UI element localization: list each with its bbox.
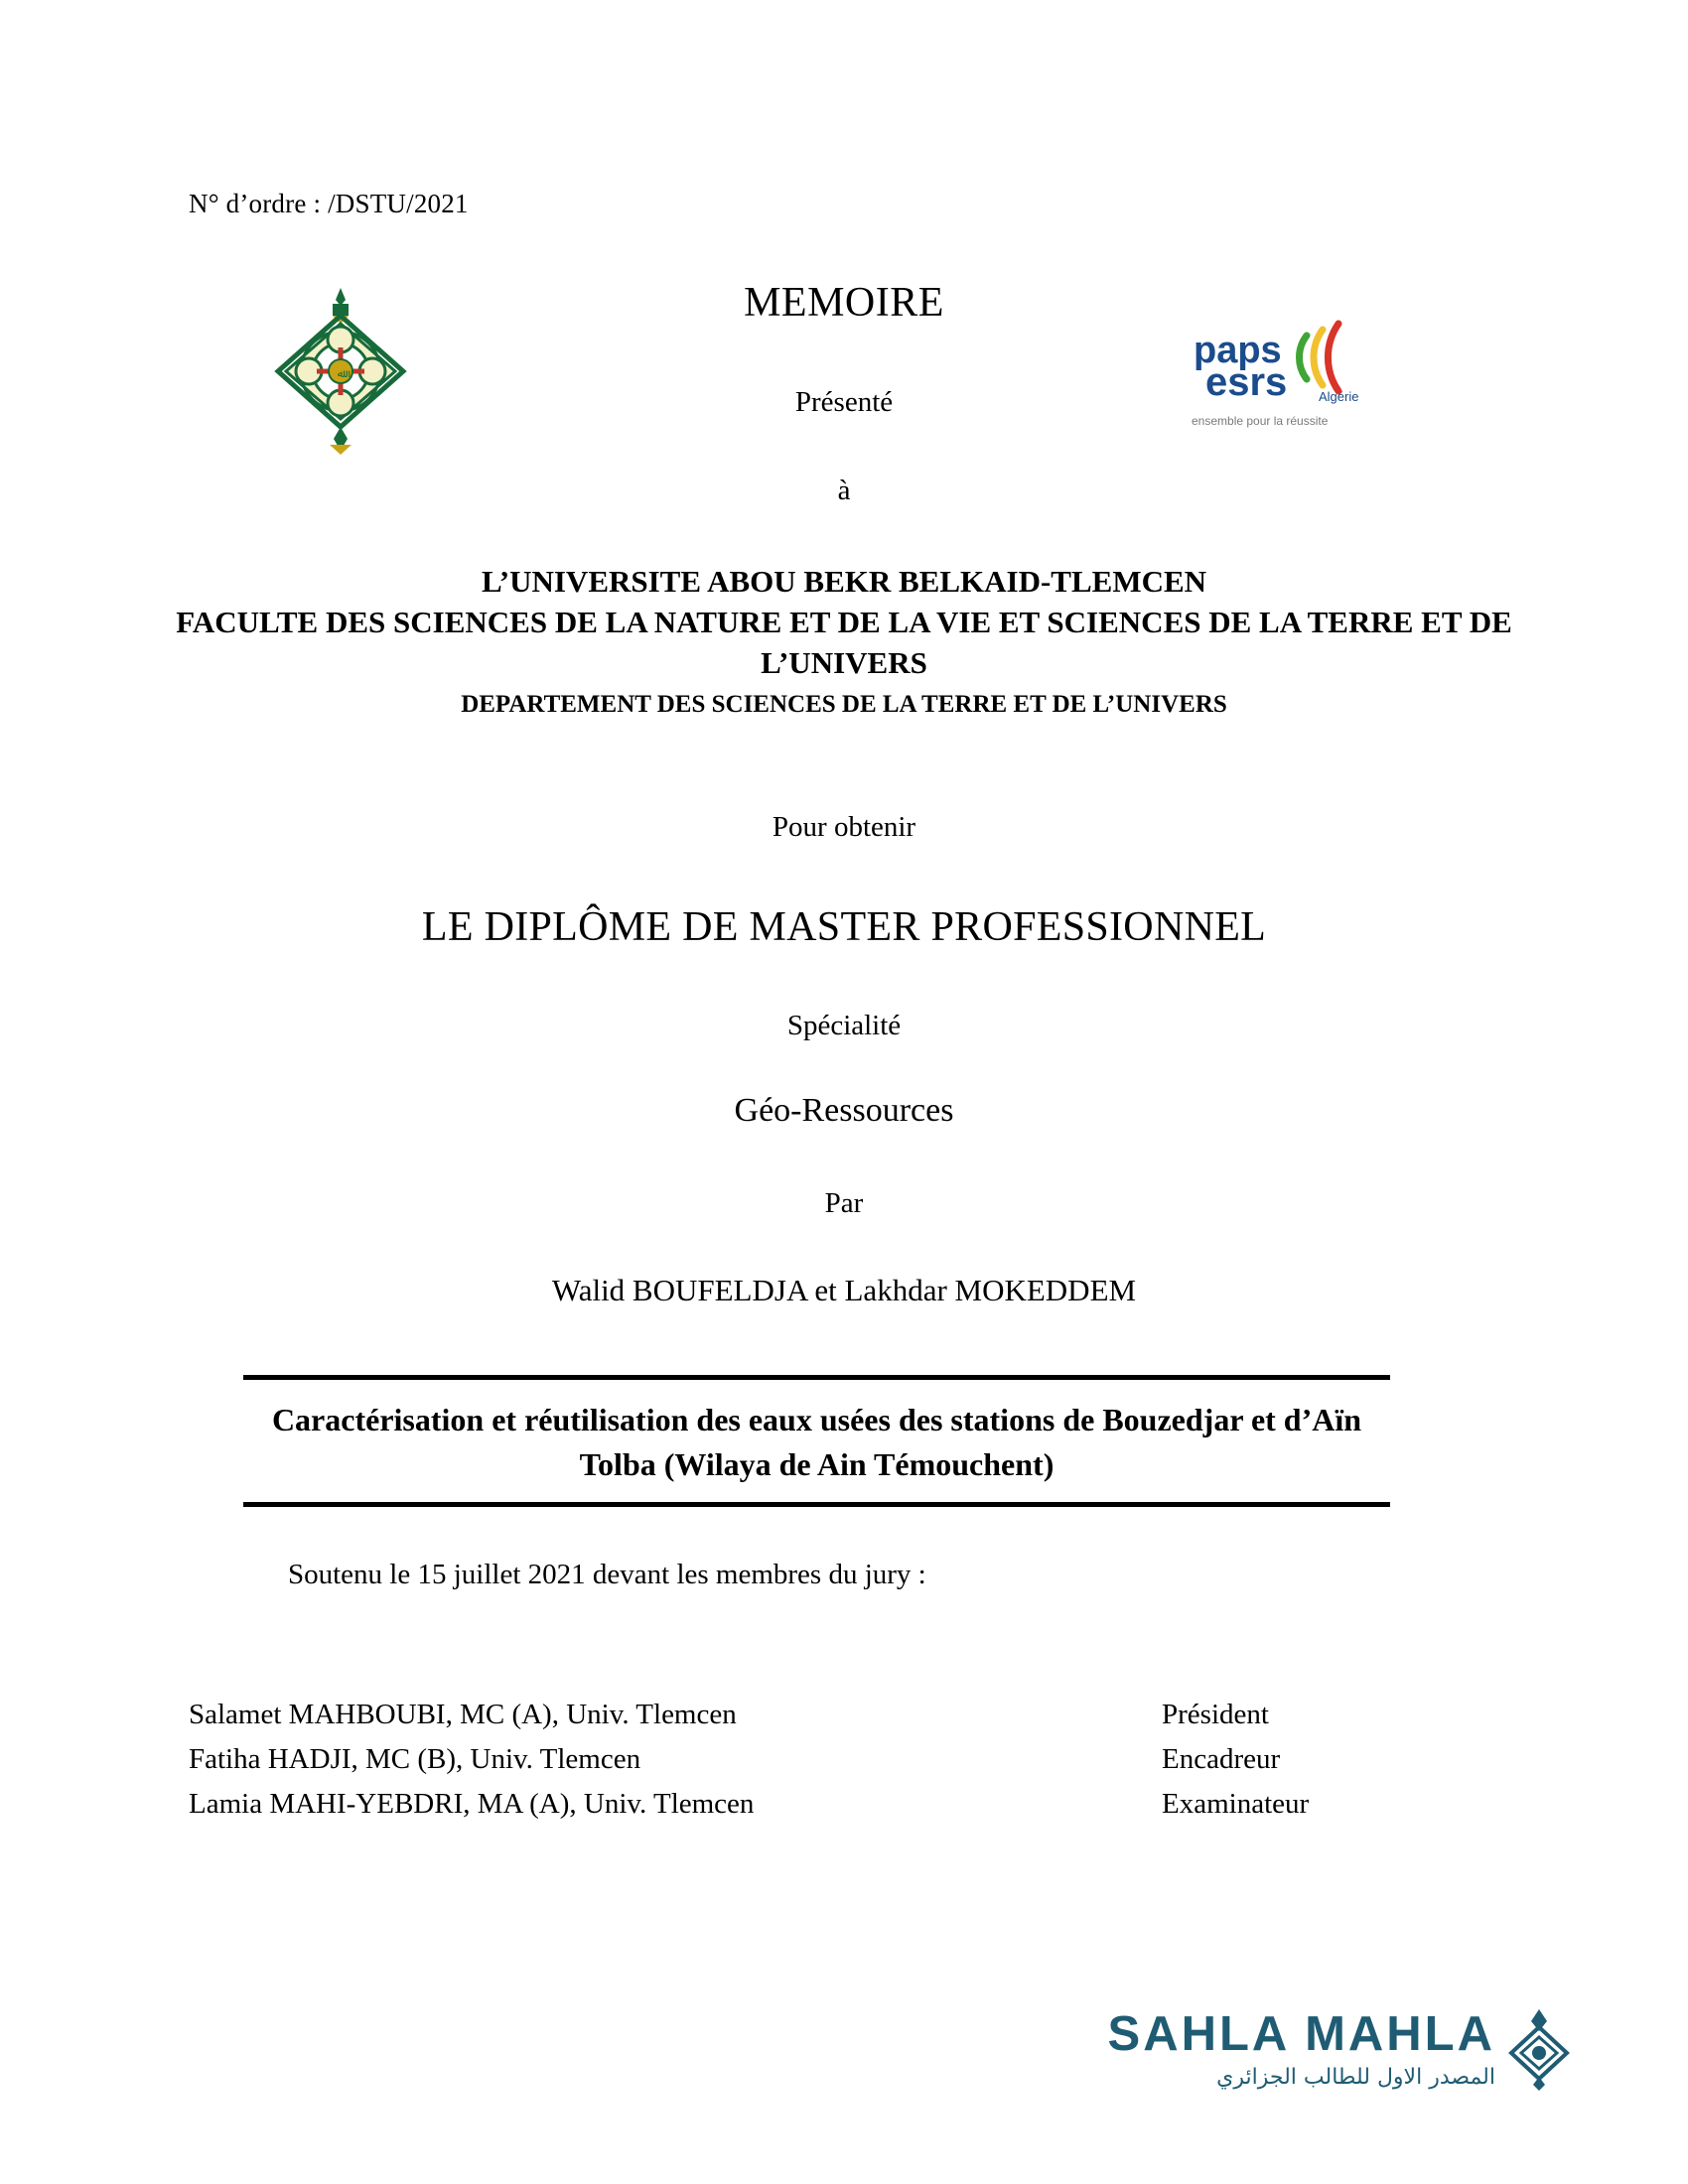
jury-row — [189, 1782, 1380, 1827]
jury-member-name: Lamia MAHI-YEBDRI, MA (A), Univ. Tlemcen — [189, 1788, 755, 1821]
order-number: N° d’ordre : /DSTU/2021 — [189, 189, 469, 218]
defense-line: Soutenu le 15 juillet 2021 devant les membres du jury : — [288, 1559, 926, 1590]
title-rule-bottom — [243, 1502, 1390, 1507]
watermark-title: SAHLA MAHLA — [1107, 2007, 1495, 2061]
jury-member-name: Fatiha HADJI, MC (B), Univ. Tlemcen — [189, 1743, 641, 1776]
svg-text:esrs: esrs — [1205, 360, 1288, 404]
svg-text:ﷲ: ﷲ — [337, 368, 345, 380]
watermark-texts — [1107, 2007, 1495, 2090]
watermark-emblem-icon — [1507, 2007, 1571, 2093]
authors: Walid BOUFELDJA et Lakhdar MOKEDDEM — [551, 1273, 1137, 1307]
thesis-title: Caractérisation et réutilisation des eaux usées des stations de Bouzedjar et d’Aïn Tolba (Wilaya de Ain Témouchent) — [271, 1402, 1362, 1483]
thesis-title-block — [243, 1375, 1390, 1507]
svg-text:ensemble pour la réussite: ensemble pour la réussite — [1192, 414, 1329, 428]
svg-text:Algérie: Algérie — [1319, 389, 1359, 404]
university-block — [149, 562, 1539, 721]
to-obtain-label: Pour obtenir — [772, 811, 916, 843]
jury-member-name: Salamet MAHBOUBI, MC (A), Univ. Tlemcen — [189, 1699, 737, 1730]
mesrs-logo — [1188, 318, 1406, 437]
jury-row — [189, 1693, 1380, 1737]
watermark-subtitle: المصدر الاول للطالب الجزائري — [1216, 2065, 1495, 2090]
speciality-label: Spécialité — [786, 1010, 902, 1041]
jury-member-role: Examinateur — [1162, 1788, 1310, 1821]
svg-text:paps: paps — [1194, 330, 1282, 371]
department-name: DEPARTEMENT DES SCIENCES DE LA TERRE ET DE L’UNIVERS — [461, 690, 1227, 718]
document-type: MEMOIRE — [744, 280, 944, 326]
jury-row — [189, 1737, 1380, 1782]
degree-title: LE DIPLÔME DE MASTER PROFESSIONNEL — [421, 904, 1267, 950]
to-label: à — [837, 475, 851, 506]
jury-list — [189, 1693, 1380, 1828]
presented-label: Présenté — [794, 386, 894, 418]
by-label: Par — [824, 1187, 864, 1219]
university-name: L’UNIVERSITE ABOU BEKR BELKAID-TLEMCEN — [481, 564, 1207, 599]
speciality-value: Géo-Ressources — [734, 1092, 954, 1129]
jury-member-role: Président — [1162, 1699, 1269, 1730]
sahla-mahla-watermark — [1108, 2007, 1571, 2093]
faculty-name: FACULTE DES SCIENCES DE LA NATURE ET DE LA VIE ET SCIENCES DE LA TERRE ET DE L’UNIVERS — [176, 604, 1512, 680]
jury-member-role: Encadreur — [1162, 1743, 1281, 1776]
